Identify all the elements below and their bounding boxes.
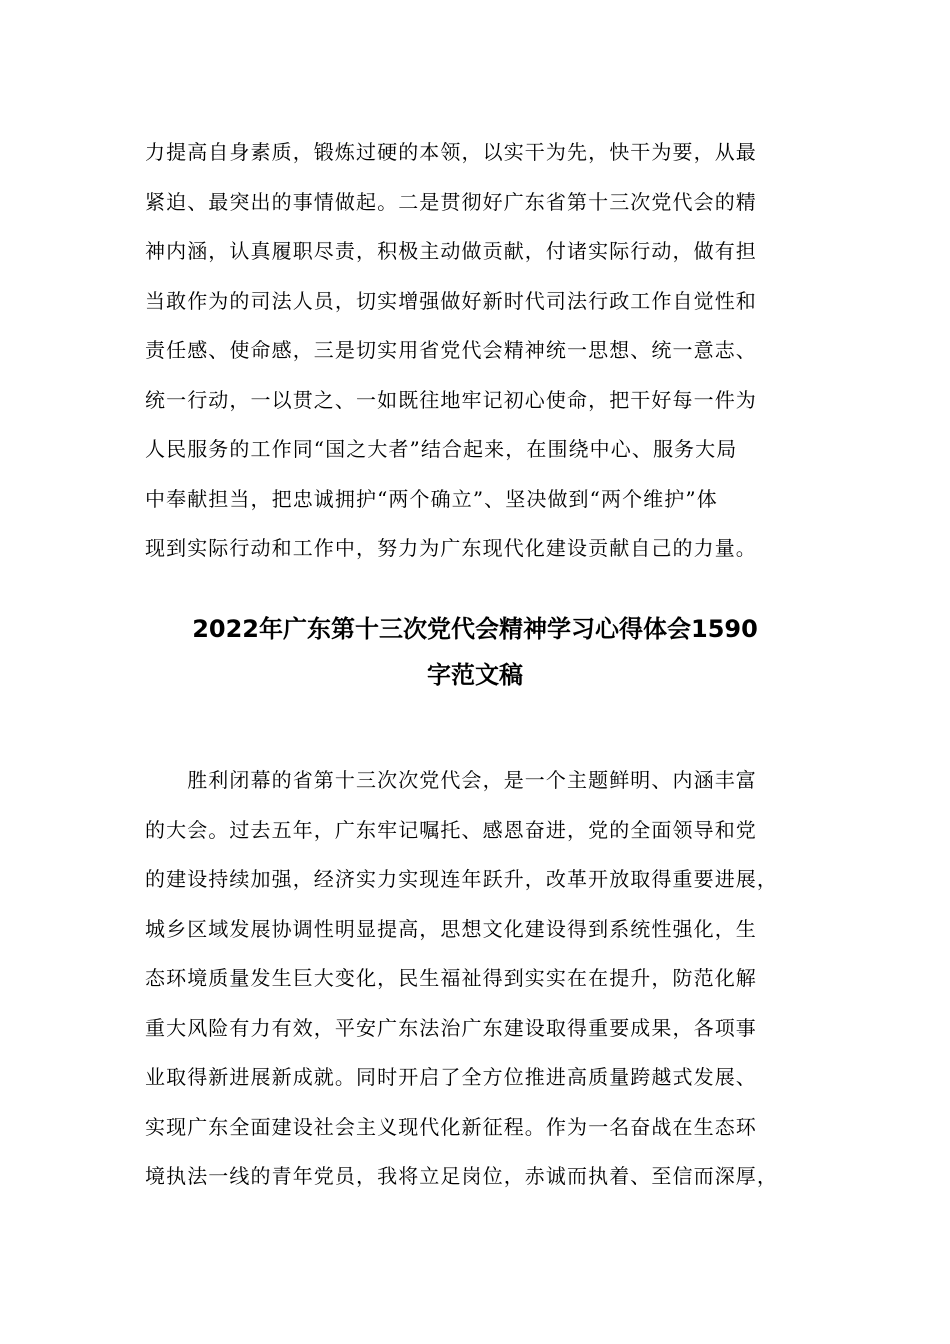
- paragraph-line: 重大风险有力有效，平安广东法治广东建设取得重要成果，各项事: [145, 1015, 757, 1040]
- paragraph-line: 当敢作为的司法人员，切实增强做好新时代司法行政工作自觉性和: [145, 288, 757, 313]
- paragraph-line: 人民服务的工作同“国之大者”结合起来，在围绕中心、服务大局: [145, 437, 738, 461]
- paragraph-line: 责任感、使命感，三是切实用省党代会精神统一思想、统一意志、: [145, 338, 757, 362]
- paragraph-line: 紧迫、最突出的事情做起。二是贯彻好广东省第十三次党代会的精: [145, 189, 757, 214]
- paragraph-line: 中奉献担当，把忠诚拥护“两个确立”、坚决做到“两个维护”体: [145, 486, 718, 511]
- paragraph-line: 现到实际行动和工作中，努力为广东现代化建设贡献自己的力量。: [145, 536, 757, 560]
- article-title-line-1: 2022年广东第十三次党代会精神学习心得体会1590: [192, 615, 758, 643]
- article-title-line-2: 字范文稿: [427, 661, 523, 689]
- paragraph-line: 力提高自身素质，锻炼过硬的本领，以实干为先，快干为要，从最: [145, 140, 757, 164]
- paragraph-line: 城乡区域发展协调性明显提高，思想文化建设得到系统性强化，生: [145, 916, 757, 941]
- paragraph-line: 业取得新进展新成就。同时开启了全方位推进高质量跨越式发展、: [145, 1065, 757, 1089]
- paragraph-line: 的建设持续加强，经济实力实现连年跃升，改革开放取得重要进展，: [145, 867, 778, 891]
- paragraph-line: 态环境质量发生巨大变化，民生福祉得到实实在在提升，防范化解: [145, 966, 757, 990]
- paragraph-continuation: [145, 128, 825, 574]
- paragraph-line: 统一行动，一以贯之、一如既往地牢记初心使命，把干好每一件为: [145, 387, 757, 412]
- paragraph-line: 胜利闭幕的省第十三次次党代会，是一个主题鲜明、内涵丰富: [145, 768, 757, 792]
- paragraph-line: 境执法一线的青年党员，我将立足岗位，赤诚而执着、至信而深厚，: [145, 1164, 778, 1188]
- paragraph-line: 实现广东全面建设社会主义现代化新征程。作为一名奋战在生态环: [145, 1114, 757, 1139]
- paragraph-body: [145, 756, 825, 1202]
- article-title: [0, 606, 950, 698]
- paragraph-line: 神内涵，认真履职尽责，积极主动做贡献，付诸实际行动，做有担: [145, 239, 757, 263]
- paragraph-line: 的大会。过去五年，广东牢记嘱托、感恩奋进，党的全面领导和党: [145, 817, 757, 842]
